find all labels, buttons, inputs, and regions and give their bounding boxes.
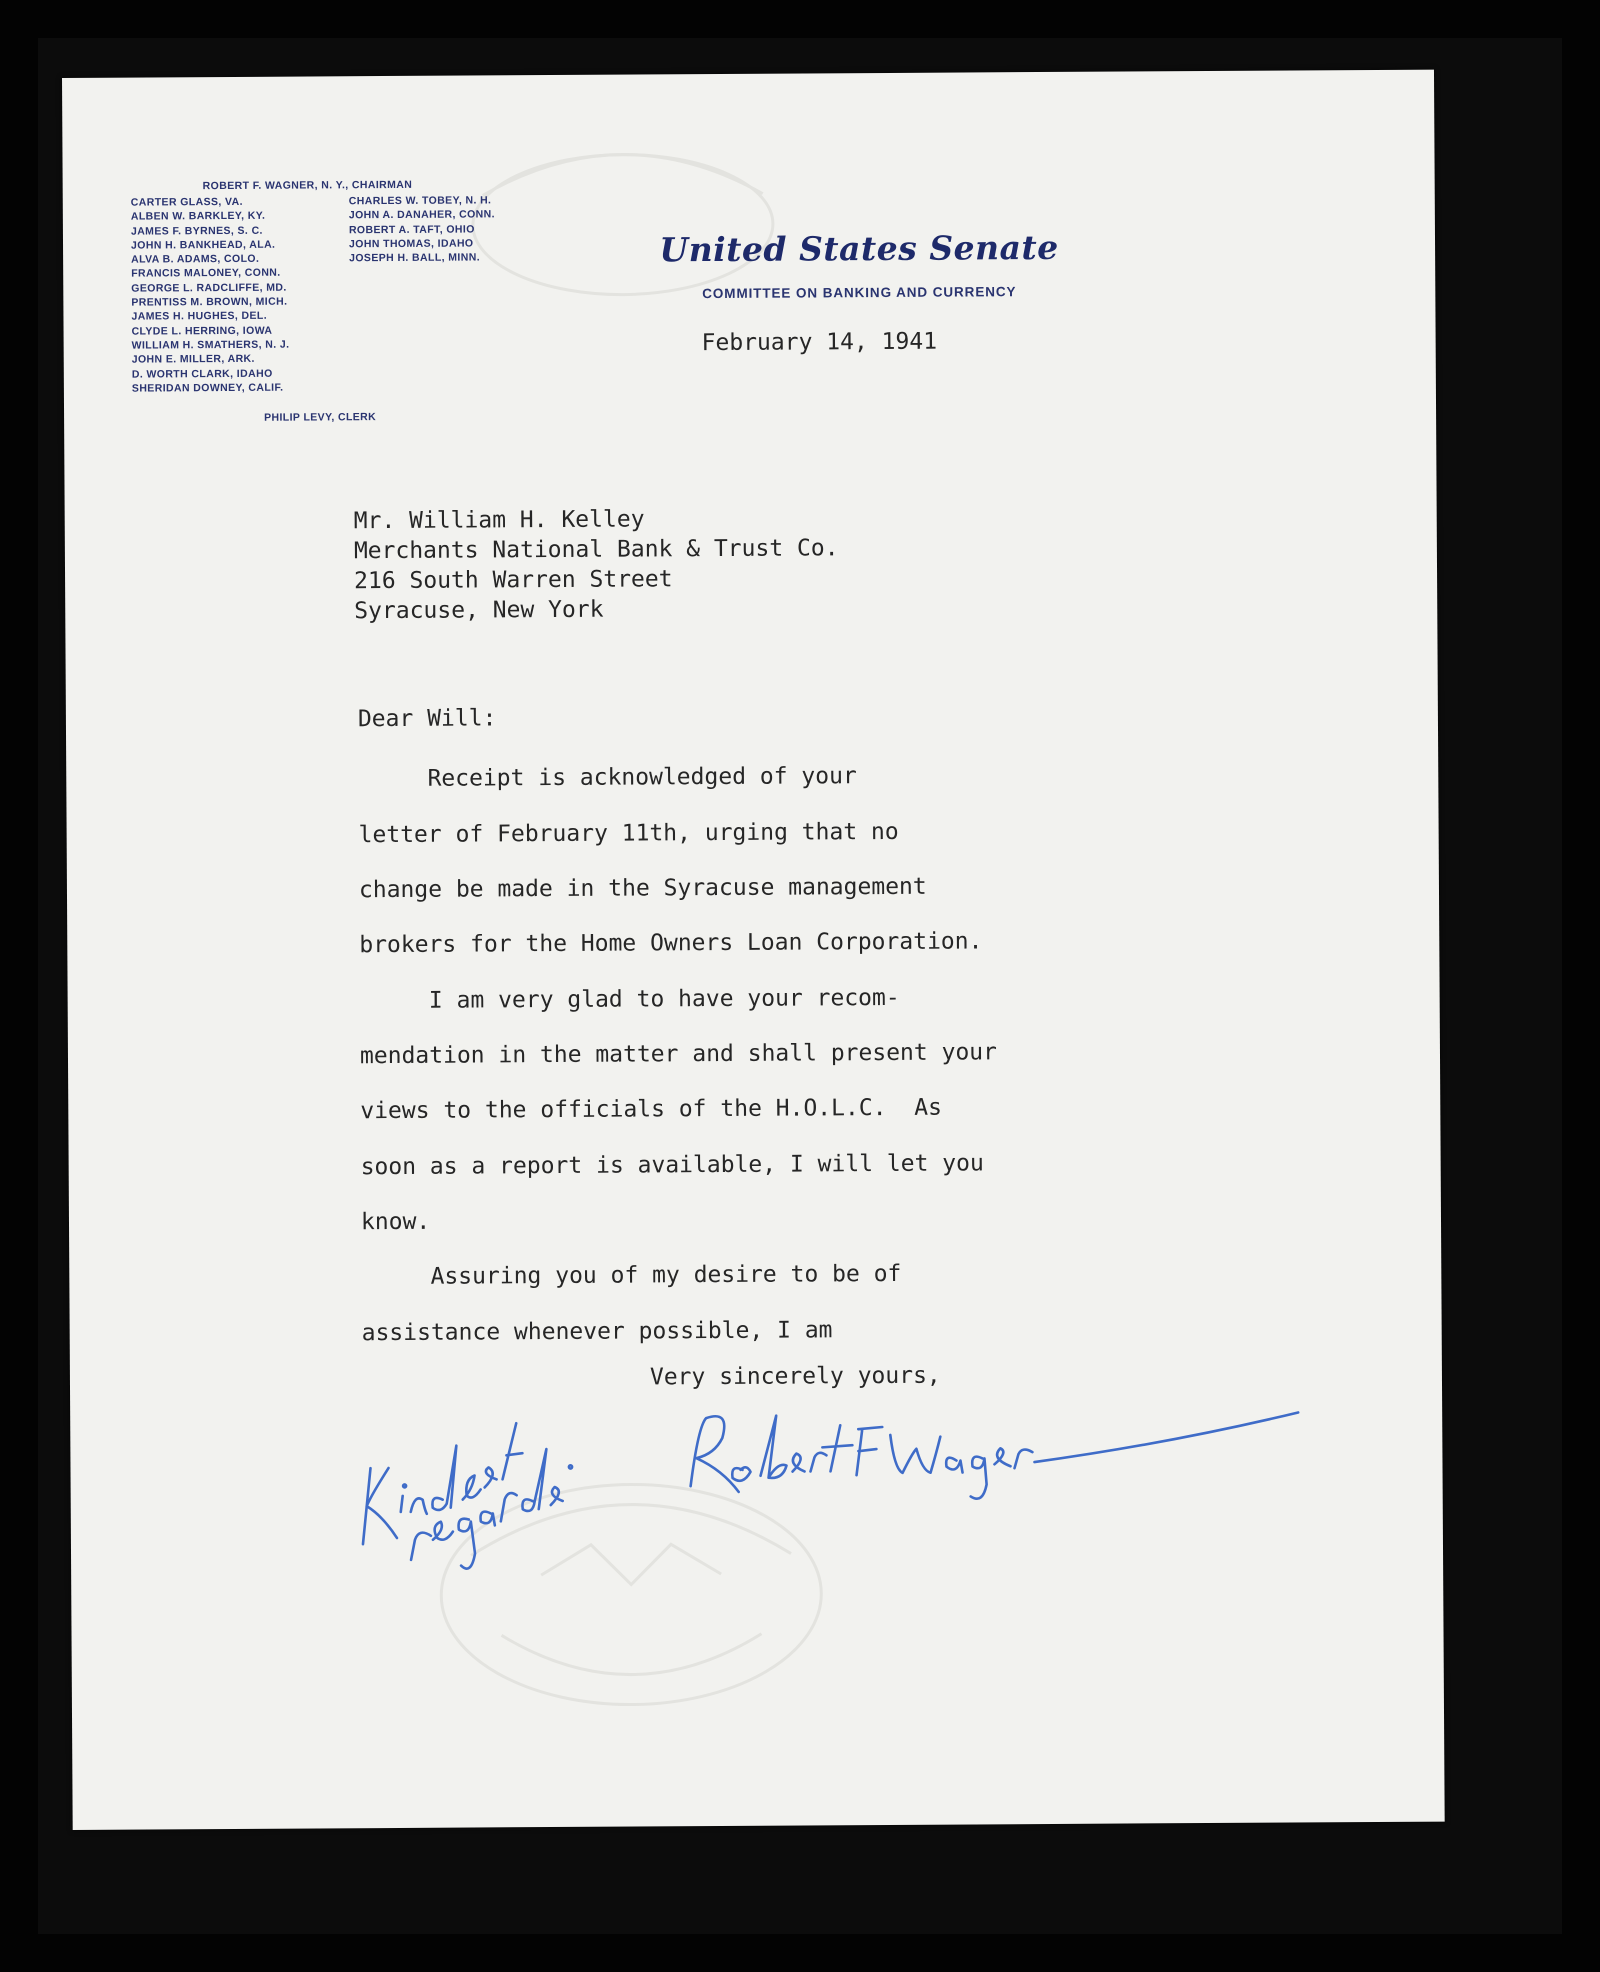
member-name: CLYDE L. HERRING, IOWA — [131, 324, 273, 338]
member-name: ALVA B. ADAMS, COLO. — [131, 252, 260, 266]
signature-robert-f-wagner — [690, 1412, 1299, 1500]
members-right-column — [349, 193, 496, 265]
member-name: CHARLES W. TOBEY, N. H. — [348, 194, 492, 208]
clerk-line: PHILIP LEVY, CLERK — [264, 411, 377, 424]
member-name: JOHN THOMAS, IDAHO — [348, 237, 474, 251]
body-line: know. — [360, 1208, 431, 1236]
member-name: JOHN A. DANAHER, CONN. — [348, 208, 495, 222]
salutation: Dear Will: — [357, 705, 497, 733]
body-line: brokers for the Home Owners Loan Corporation. — [359, 928, 983, 959]
member-name: WILLIAM H. SMATHERS, N. J. — [131, 338, 290, 352]
letter-date: February 14, 1941 — [701, 328, 938, 357]
member-name: GEORGE L. RADCLIFFE, MD. — [131, 281, 287, 295]
address-line: Merchants National Bank & Trust Co. — [353, 535, 839, 565]
address-line: Syracuse, New York — [354, 596, 604, 625]
member-name: SHERIDAN DOWNEY, CALIF. — [131, 381, 284, 395]
recipient-address — [354, 503, 839, 626]
address-line: Mr. William H. Kelley — [353, 506, 645, 535]
body-line: Receipt is acknowledged of your — [358, 763, 857, 793]
member-name: ROBERT A. TAFT, OHIO — [348, 223, 475, 236]
body-line: assistance whenever possible, I am — [361, 1317, 833, 1347]
member-name: JOHN H. BANKHEAD, ALA. — [130, 238, 276, 252]
body-line: mendation in the matter and shall present your — [359, 1039, 998, 1070]
body-line: views to the officials of the H.O.L.C. As — [360, 1094, 942, 1125]
member-name: JOSEPH H. BALL, MINN. — [349, 251, 481, 265]
body-line: letter of February 11th, urging that no — [358, 818, 899, 849]
letterhead-title: United States Senate — [659, 227, 1059, 270]
member-name: FRANCIS MALONEY, CONN. — [131, 267, 281, 281]
members-left-column — [131, 195, 290, 396]
handwritten-note-kindest-regards — [362, 1423, 572, 1569]
member-name: D. WORTH CLARK, IDAHO — [131, 367, 273, 381]
member-name: JOHN E. MILLER, ARK. — [131, 353, 255, 366]
body-line: change be made in the Syracuse management — [358, 873, 927, 904]
member-name: PRENTISS M. BROWN, MICH. — [131, 295, 288, 309]
member-name: CARTER GLASS, VA. — [130, 195, 243, 209]
complimentary-close: Very sincerely yours, — [649, 1362, 941, 1391]
committee-members — [131, 176, 653, 439]
member-name: ALBEN W. BARKLEY, KY. — [130, 210, 266, 223]
body-line: Assuring you of my desire to be of — [361, 1260, 902, 1291]
chairman-line: ROBERT F. WAGNER, N. Y., CHAIRMAN — [202, 178, 413, 193]
letter-sheet — [62, 70, 1445, 1830]
body-line: I am very glad to have your recom- — [359, 984, 900, 1015]
body-line: soon as a report is available, I will let you — [360, 1150, 984, 1181]
committee-name: COMMITTEE ON BANKING AND CURRENCY — [702, 284, 1017, 302]
member-name: JAMES F. BYRNES, S. C. — [130, 224, 263, 238]
address-line: 216 South Warren Street — [354, 566, 673, 595]
member-name: JAMES H. HUGHES, DEL. — [131, 310, 268, 323]
